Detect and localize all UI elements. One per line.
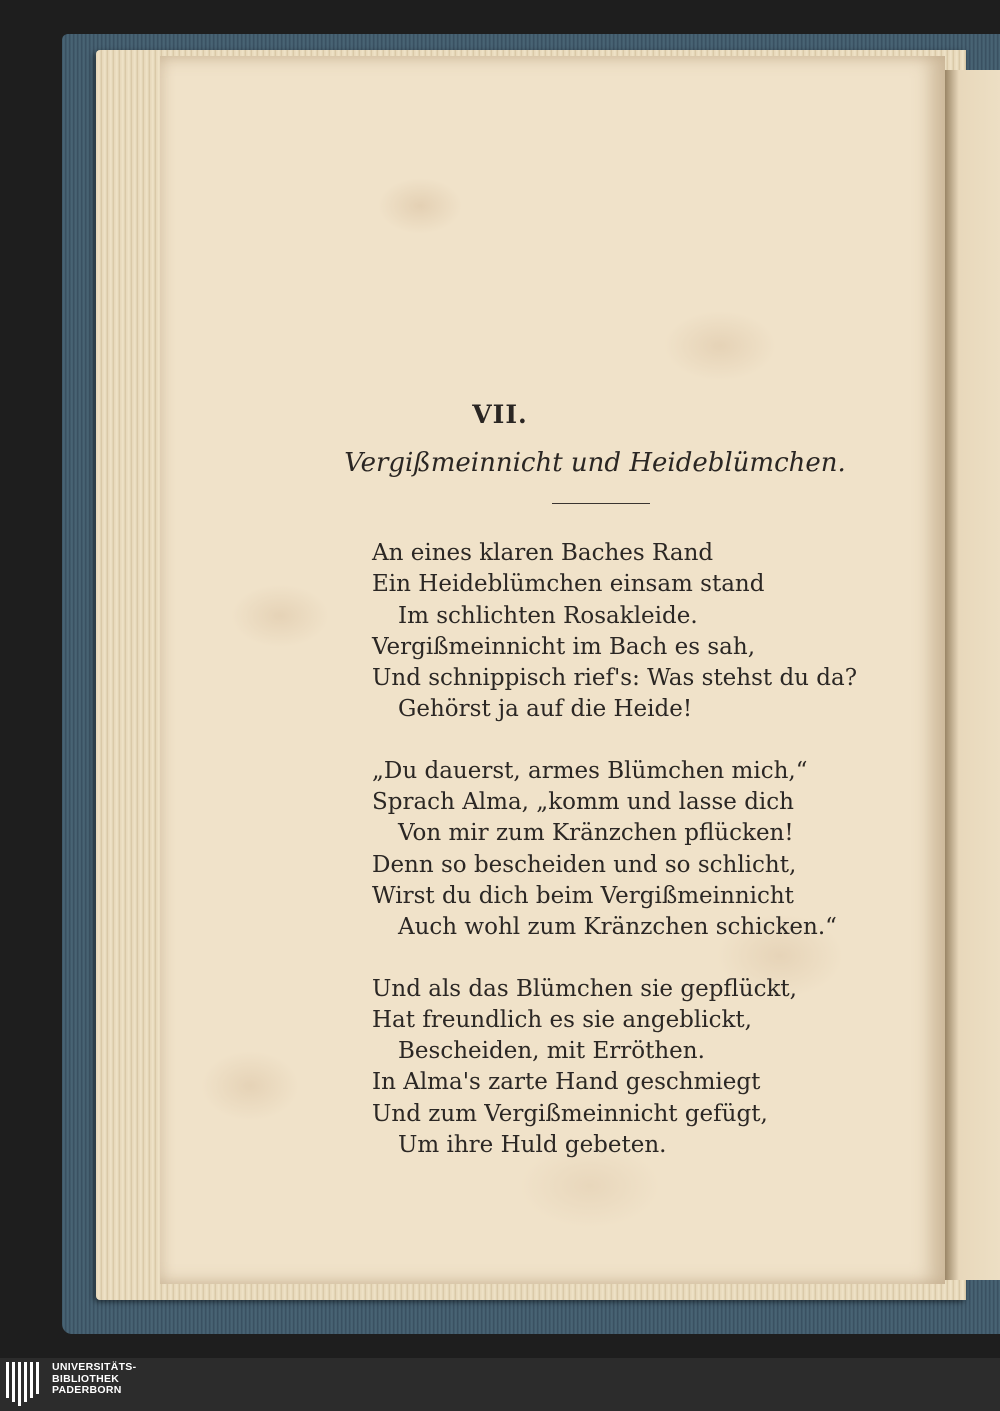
poem-line: Und schnippisch rief's: Was stehst du da? [372,665,858,692]
poem-line: Vergißmeinnicht im Bach es sah, [372,633,756,660]
poem-line: In Alma's zarte Hand geschmiegt [372,1069,761,1096]
poem-line: Bescheiden, mit Erröthen. [398,1038,705,1065]
poem-line: Und als das Blümchen sie gepflückt, [372,975,797,1002]
library-logo-text [52,1362,136,1397]
poem-line: Sprach Alma, „komm und lasse dich [372,789,794,816]
library-logo-icon [6,1362,46,1408]
logo-line: BIBLIOTHEK [52,1372,120,1385]
poem-line: Denn so bescheiden und so schlicht, [372,851,797,878]
stanza-3 [372,974,857,1162]
title-rule [552,503,650,504]
poem-line: Von mir zum Kränzchen pflücken! [398,820,794,847]
chapter-number: VII. [472,400,528,429]
logo-line: UNIVERSITÄTS- [52,1361,137,1373]
facing-page-edge [945,70,1000,1280]
footer-bar [0,1358,1000,1411]
poem-line: Im schlichten Rosakleide. [398,602,698,629]
poem-line: Hat freundlich es sie angeblickt, [372,1006,752,1033]
poem-line: Um ihre Huld gebeten. [398,1132,667,1159]
poem-title: Vergißmeinnicht und Heideblümchen. [344,448,846,478]
logo-line: PADERBORN [52,1384,122,1396]
poem-line: „Du dauerst, armes Blümchen mich,“ [372,757,808,784]
stanza-1 [372,538,857,726]
poem-body [372,538,857,1191]
poem-line: Wirst du dich beim Vergißmeinnicht [372,882,794,909]
poem-line: Ein Heideblümchen einsam stand [372,571,765,598]
poem-line: Und zum Vergißmeinnicht gefügt, [372,1100,768,1127]
poem-line: An eines klaren Baches Rand [372,540,714,566]
poem-line: Auch wohl zum Kränzchen schicken.“ [398,914,837,941]
poem-line: Gehörst ja auf die Heide! [398,696,693,723]
stanza-2 [372,756,857,944]
